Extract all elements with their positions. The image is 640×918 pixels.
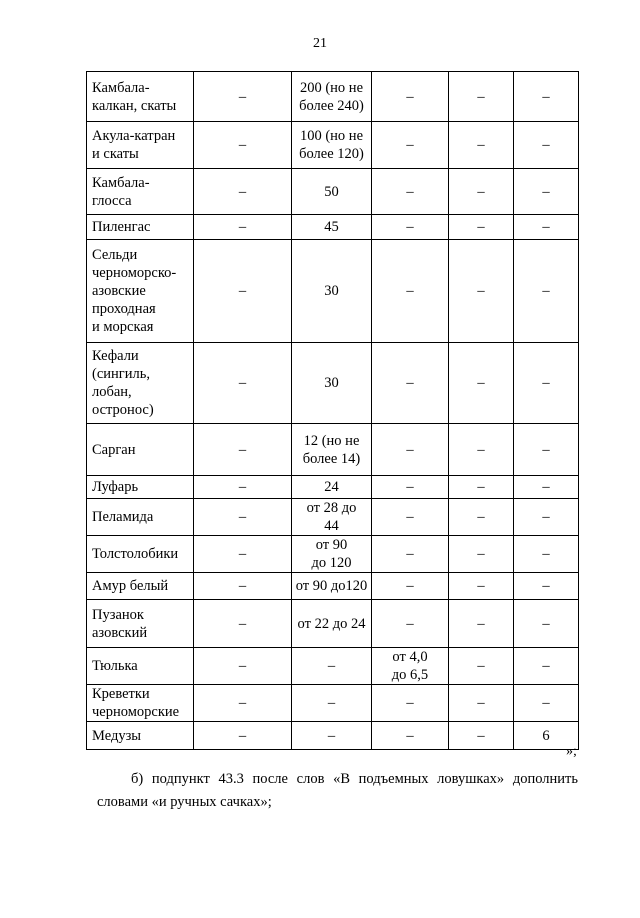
value-cell: –: [372, 499, 449, 536]
value-cell: –: [449, 536, 514, 573]
table-row: [87, 215, 579, 240]
table-row: [87, 72, 579, 122]
value-cell: –: [514, 169, 579, 215]
value-cell: 200 (но не более 240): [292, 72, 372, 122]
value-cell: от 4,0 до 6,5: [372, 648, 449, 685]
value-cell: –: [372, 722, 449, 750]
table-row: [87, 648, 579, 685]
page-number: 21: [313, 36, 327, 51]
value-cell: –: [372, 685, 449, 722]
value-cell: –: [194, 122, 292, 169]
value-cell: –: [292, 722, 372, 750]
amendment-paragraph-line-2: словами «и ручных сачках»;: [97, 794, 272, 810]
value-cell: –: [514, 343, 579, 424]
value-cell: 30: [292, 343, 372, 424]
value-cell: –: [514, 240, 579, 343]
table-row: [87, 685, 579, 722]
value-cell: –: [372, 476, 449, 499]
species-name-cell: Сарган: [87, 424, 194, 476]
value-cell: –: [449, 476, 514, 499]
value-cell: –: [449, 722, 514, 750]
species-name-cell: Амур белый: [87, 573, 194, 600]
value-cell: –: [194, 240, 292, 343]
value-cell: –: [194, 215, 292, 240]
value-cell: –: [449, 72, 514, 122]
value-cell: от 28 до 44: [292, 499, 372, 536]
value-cell: –: [514, 573, 579, 600]
species-name-cell: Пузанок азовский: [87, 600, 194, 648]
value-cell: –: [514, 424, 579, 476]
value-cell: –: [372, 72, 449, 122]
species-name-cell: Медузы: [87, 722, 194, 750]
value-cell: 6: [514, 722, 579, 750]
value-cell: –: [194, 685, 292, 722]
value-cell: –: [194, 536, 292, 573]
value-cell: 100 (но не более 120): [292, 122, 372, 169]
value-cell: –: [372, 424, 449, 476]
value-cell: –: [194, 476, 292, 499]
value-cell: –: [194, 343, 292, 424]
value-cell: –: [194, 169, 292, 215]
value-cell: –: [514, 536, 579, 573]
table-row: [87, 536, 579, 573]
species-name-cell: Сельди черноморско- азовские проходная и морская: [87, 240, 194, 343]
value-cell: –: [372, 215, 449, 240]
value-cell: –: [194, 573, 292, 600]
value-cell: –: [194, 72, 292, 122]
value-cell: –: [449, 424, 514, 476]
table-row: [87, 169, 579, 215]
value-cell: 30: [292, 240, 372, 343]
species-name-cell: Толстолобики: [87, 536, 194, 573]
table-row: [87, 573, 579, 600]
value-cell: –: [449, 122, 514, 169]
value-cell: –: [372, 600, 449, 648]
species-name-cell: Креветки черноморские: [87, 685, 194, 722]
value-cell: от 22 до 24: [292, 600, 372, 648]
species-name-cell: Камбала- глосса: [87, 169, 194, 215]
value-cell: –: [194, 648, 292, 685]
amendment-paragraph-line-1: б) подпункт 43.3 после слов «В подъемных ловушках» дополнить: [131, 771, 578, 787]
value-cell: 45: [292, 215, 372, 240]
value-cell: –: [514, 72, 579, 122]
value-cell: –: [449, 499, 514, 536]
table-row: [87, 600, 579, 648]
value-cell: –: [514, 600, 579, 648]
value-cell: –: [194, 424, 292, 476]
value-cell: 12 (но не более 14): [292, 424, 372, 476]
value-cell: –: [372, 536, 449, 573]
value-cell: –: [449, 215, 514, 240]
closing-quote: »;: [566, 744, 577, 759]
species-name-cell: Кефали (сингиль, лобан, остронос): [87, 343, 194, 424]
value-cell: –: [372, 573, 449, 600]
table-row: [87, 499, 579, 536]
value-cell: –: [449, 573, 514, 600]
species-name-cell: Акула-катран и скаты: [87, 122, 194, 169]
value-cell: от 90 до 120: [292, 536, 372, 573]
table-row: [87, 476, 579, 499]
value-cell: от 90 до120: [292, 573, 372, 600]
value-cell: –: [372, 240, 449, 343]
species-name-cell: Камбала- калкан, скаты: [87, 72, 194, 122]
value-cell: –: [292, 648, 372, 685]
value-cell: –: [514, 122, 579, 169]
value-cell: –: [449, 343, 514, 424]
value-cell: –: [449, 648, 514, 685]
value-cell: –: [449, 600, 514, 648]
table-row: [87, 240, 579, 343]
fish-size-table: [86, 71, 579, 750]
value-cell: –: [514, 648, 579, 685]
value-cell: –: [372, 169, 449, 215]
value-cell: –: [514, 499, 579, 536]
value-cell: 50: [292, 169, 372, 215]
species-name-cell: Тюлька: [87, 648, 194, 685]
value-cell: –: [372, 122, 449, 169]
table-row: [87, 424, 579, 476]
value-cell: –: [194, 600, 292, 648]
value-cell: –: [292, 685, 372, 722]
value-cell: –: [194, 722, 292, 750]
value-cell: –: [514, 685, 579, 722]
species-name-cell: Пеламида: [87, 499, 194, 536]
value-cell: 24: [292, 476, 372, 499]
species-name-cell: Луфарь: [87, 476, 194, 499]
species-name-cell: Пиленгас: [87, 215, 194, 240]
value-cell: –: [449, 169, 514, 215]
value-cell: –: [514, 476, 579, 499]
value-cell: –: [514, 215, 579, 240]
value-cell: –: [449, 240, 514, 343]
value-cell: –: [372, 343, 449, 424]
value-cell: –: [449, 685, 514, 722]
value-cell: –: [194, 499, 292, 536]
table-row: [87, 722, 579, 750]
table-row: [87, 122, 579, 169]
table-row: [87, 343, 579, 424]
